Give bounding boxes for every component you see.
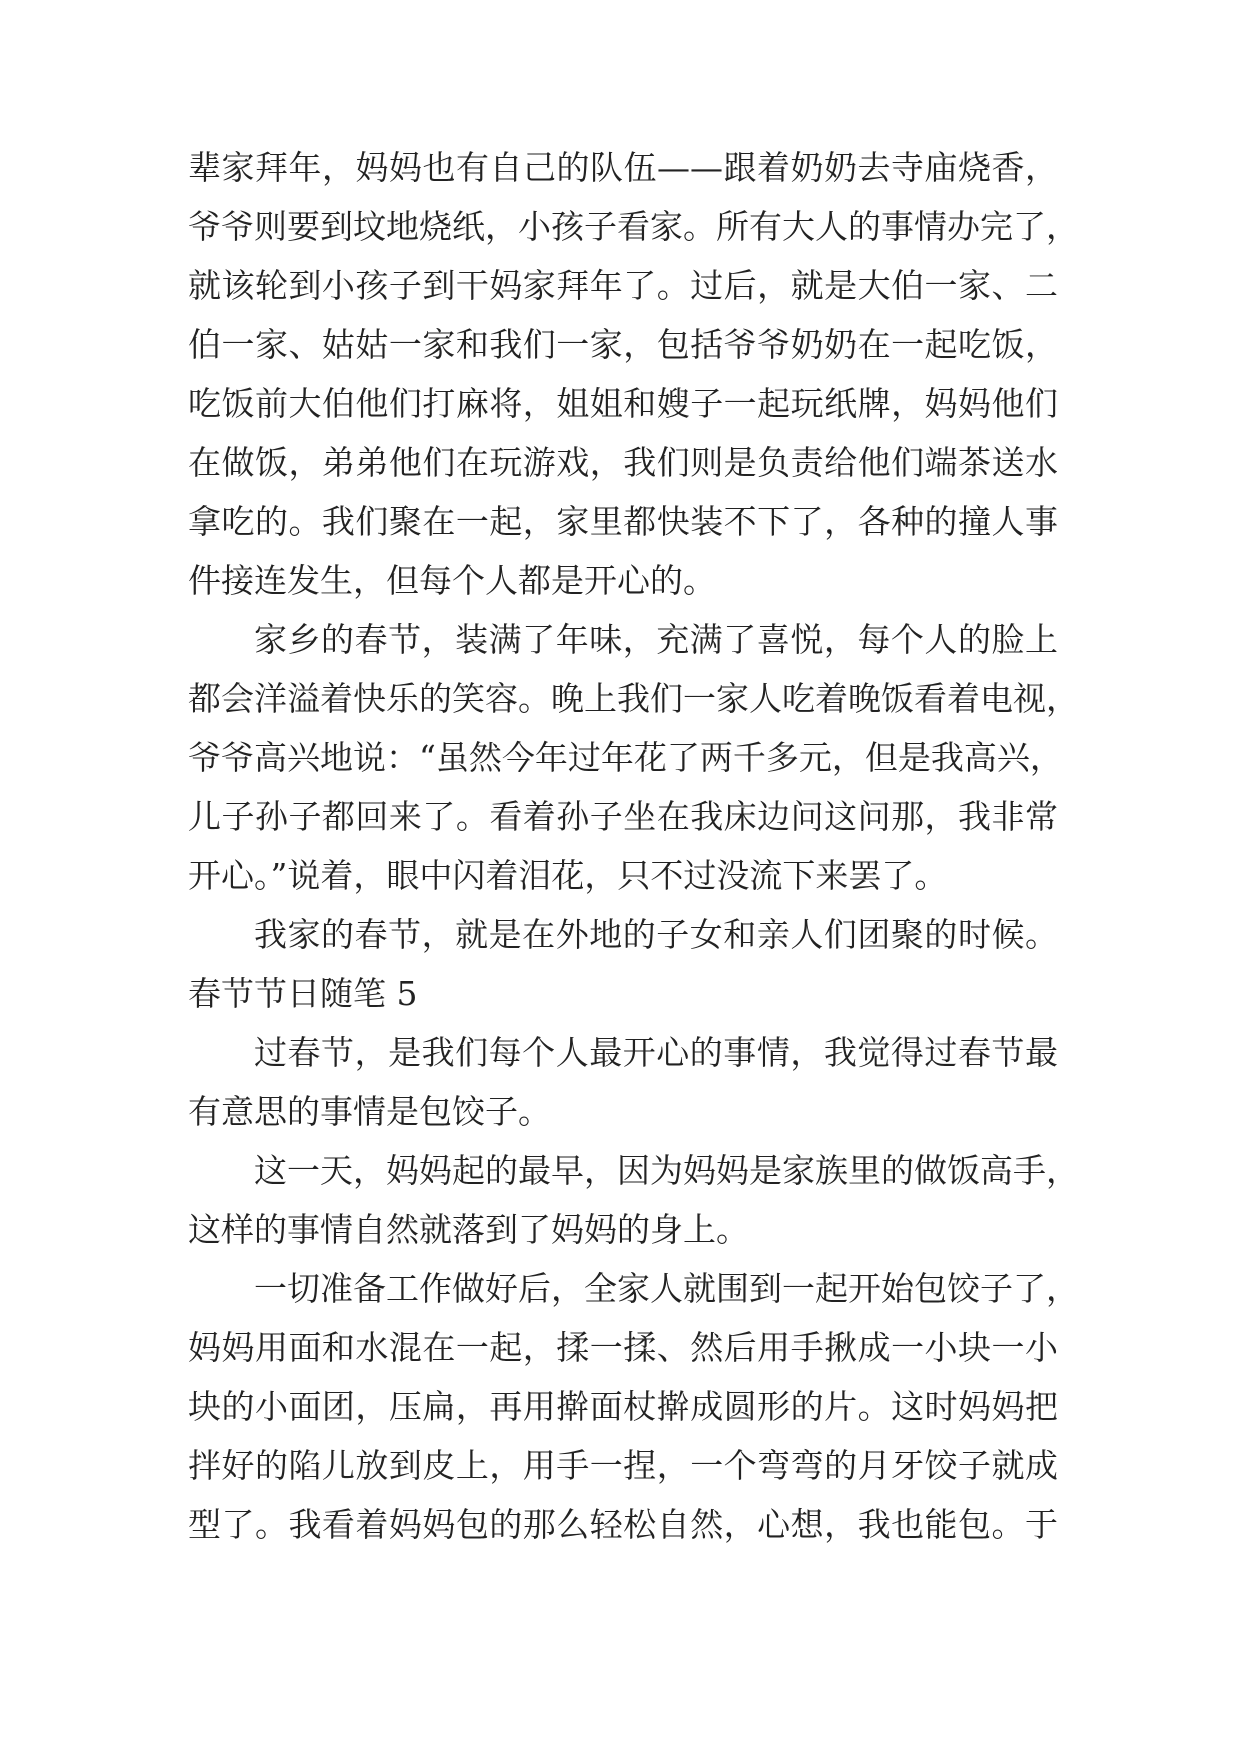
text-line: 在做饭，弟弟他们在玩游戏，我们则是负责给他们端茶送水 bbox=[188, 443, 1058, 482]
text-line: 开心。”说着，眼中闪着泪花，只不过没流下来罢了。 bbox=[188, 856, 948, 895]
text-line: 拌好的陷儿放到皮上，用手一捏，一个弯弯的月牙饺子就成 bbox=[188, 1446, 1058, 1485]
text-line: 都会洋溢着快乐的笑容。晚上我们一家人吃着晚饭看着电视， bbox=[188, 679, 1079, 718]
text-line: 春节节日随笔 5 bbox=[188, 974, 418, 1013]
text-line: 件接连发生，但每个人都是开心的。 bbox=[188, 561, 716, 600]
text-line: 爷爷高兴地说：“虽然今年过年花了两千多元，但是我高兴， bbox=[188, 738, 1063, 777]
text-line: 家乡的春节，装满了年味，充满了喜悦，每个人的脸上 bbox=[254, 620, 1058, 659]
text-line: 我家的春节，就是在外地的子女和亲人们团聚的时候。 bbox=[254, 915, 1058, 954]
text-line: 拿吃的。我们聚在一起，家里都快装不下了，各种的撞人事 bbox=[188, 502, 1058, 541]
text-line: 这一天，妈妈起的最早，因为妈妈是家族里的做饭高手， bbox=[254, 1151, 1079, 1190]
text-line: 辈家拜年，妈妈也有自己的队伍——跟着奶奶去寺庙烧香， bbox=[188, 148, 1058, 187]
text-line: 伯一家、姑姑一家和我们一家，包括爷爷奶奶在一起吃饭， bbox=[188, 325, 1058, 364]
text-line: 过春节，是我们每个人最开心的事情，我觉得过春节最 bbox=[254, 1033, 1058, 1072]
text-line: 块的小面团，压扁，再用擀面杖擀成圆形的片。这时妈妈把 bbox=[188, 1387, 1058, 1426]
document-body bbox=[188, 138, 1079, 1554]
text-line: 妈妈用面和水混在一起，揉一揉、然后用手揪成一小块一小 bbox=[188, 1328, 1058, 1367]
text-line: 儿子孙子都回来了。看着孙子坐在我床边问这问那，我非常 bbox=[188, 797, 1058, 836]
text-line: 有意思的事情是包饺子。 bbox=[188, 1092, 551, 1131]
text-line: 就该轮到小孩子到干妈家拜年了。过后，就是大伯一家、二 bbox=[188, 266, 1058, 305]
text-line: 吃饭前大伯他们打麻将，姐姐和嫂子一起玩纸牌，妈妈他们 bbox=[188, 384, 1058, 423]
text-line: 一切准备工作做好后，全家人就围到一起开始包饺子了， bbox=[254, 1269, 1079, 1308]
text-line: 型了。我看着妈妈包的那么轻松自然，心想，我也能包。于 bbox=[188, 1505, 1058, 1544]
text-line: 爷爷则要到坟地烧纸，小孩子看家。所有大人的事情办完了， bbox=[188, 207, 1079, 246]
text-line: 这样的事情自然就落到了妈妈的身上。 bbox=[188, 1210, 749, 1249]
